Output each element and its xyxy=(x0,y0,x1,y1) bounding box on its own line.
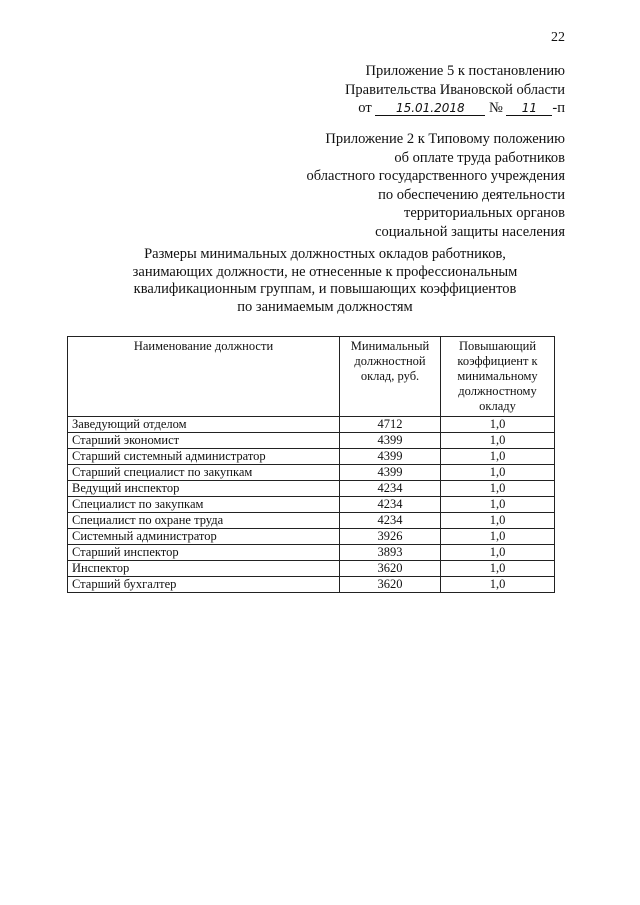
table-row xyxy=(68,545,555,561)
cell-coefficient: 1,0 xyxy=(441,545,555,561)
document-title xyxy=(60,246,590,316)
handwritten-date: 15.01.2018 xyxy=(375,102,485,116)
table-row xyxy=(68,561,555,577)
header-line: Правительства Ивановской области xyxy=(344,81,565,98)
cell-position: Специалист по закупкам xyxy=(68,497,340,513)
cell-salary: 3926 xyxy=(340,529,441,545)
cell-position: Старший бухгалтер xyxy=(68,577,340,593)
cell-coefficient: 1,0 xyxy=(441,513,555,529)
table-row xyxy=(68,513,555,529)
cell-coefficient: 1,0 xyxy=(441,417,555,433)
cell-position: Старший инспектор xyxy=(68,545,340,561)
cell-salary: 4712 xyxy=(340,417,441,433)
cell-position: Системный администратор xyxy=(68,529,340,545)
title-line: квалификационным группам, и повышающих коэффициентов xyxy=(133,281,517,297)
cell-coefficient: 1,0 xyxy=(441,465,555,481)
header-line: об оплате труда работников xyxy=(394,149,565,166)
table-row xyxy=(68,577,555,593)
header-line: Приложение 5 к постановлению xyxy=(365,63,565,79)
table-row xyxy=(68,433,555,449)
cell-coefficient: 1,0 xyxy=(441,449,555,465)
header-line: территориальных органов xyxy=(404,205,565,221)
cell-position: Старший экономист xyxy=(68,433,340,449)
cell-salary: 4399 xyxy=(340,465,441,481)
cell-salary: 3893 xyxy=(340,545,441,561)
cell-salary: 3620 xyxy=(340,561,441,577)
table-row xyxy=(68,465,555,481)
header-line: Приложение 2 к Типовому положению xyxy=(325,131,565,147)
table-row xyxy=(68,497,555,513)
table-row xyxy=(68,529,555,545)
title-line: по занимаемым должностям xyxy=(237,298,413,315)
column-header-salary: Минимальный должностной оклад, руб. xyxy=(340,337,441,417)
column-header-position: Наименование должности xyxy=(68,337,340,417)
cell-salary: 3620 xyxy=(340,577,441,593)
cell-salary: 4399 xyxy=(340,449,441,465)
cell-salary: 4234 xyxy=(340,497,441,513)
cell-position: Заведующий отделом xyxy=(68,417,340,433)
number-suffix: -п xyxy=(552,100,565,116)
header-line: по обеспечению деятельности xyxy=(378,186,565,203)
number-label: № xyxy=(488,100,503,116)
cell-position: Старший специалист по закупкам xyxy=(68,465,340,481)
cell-coefficient: 1,0 xyxy=(441,561,555,577)
cell-coefficient: 1,0 xyxy=(441,481,555,497)
table-row xyxy=(68,417,555,433)
salary-table xyxy=(67,336,555,593)
table-row xyxy=(68,481,555,497)
title-line: Размеры минимальных должностных окладов работников, xyxy=(144,246,506,262)
cell-coefficient: 1,0 xyxy=(441,433,555,449)
cell-position: Ведущий инспектор xyxy=(68,481,340,497)
cell-salary: 4399 xyxy=(340,433,441,449)
appendix-2-header xyxy=(307,130,565,241)
cell-coefficient: 1,0 xyxy=(441,497,555,513)
handwritten-number: 11 xyxy=(506,102,552,116)
cell-coefficient: 1,0 xyxy=(441,577,555,593)
cell-position: Специалист по охране труда xyxy=(68,513,340,529)
column-header-coefficient: Повышающий коэффициент к минимальному должностному окладу xyxy=(441,337,555,417)
cell-coefficient: 1,0 xyxy=(441,529,555,545)
cell-salary: 4234 xyxy=(340,481,441,497)
header-line: областного государственного учреждения xyxy=(306,168,565,184)
table-row xyxy=(68,449,555,465)
date-number-line xyxy=(345,99,565,118)
cell-position: Инспектор xyxy=(68,561,340,577)
page-number: 22 xyxy=(551,30,565,45)
title-line: занимающих должности, не отнесенные к профессиональным xyxy=(132,263,518,280)
cell-salary: 4234 xyxy=(340,513,441,529)
appendix-5-header xyxy=(345,62,565,118)
from-label: от xyxy=(358,100,372,116)
header-line: социальной защиты населения xyxy=(375,223,565,240)
cell-position: Старший системный администратор xyxy=(68,449,340,465)
